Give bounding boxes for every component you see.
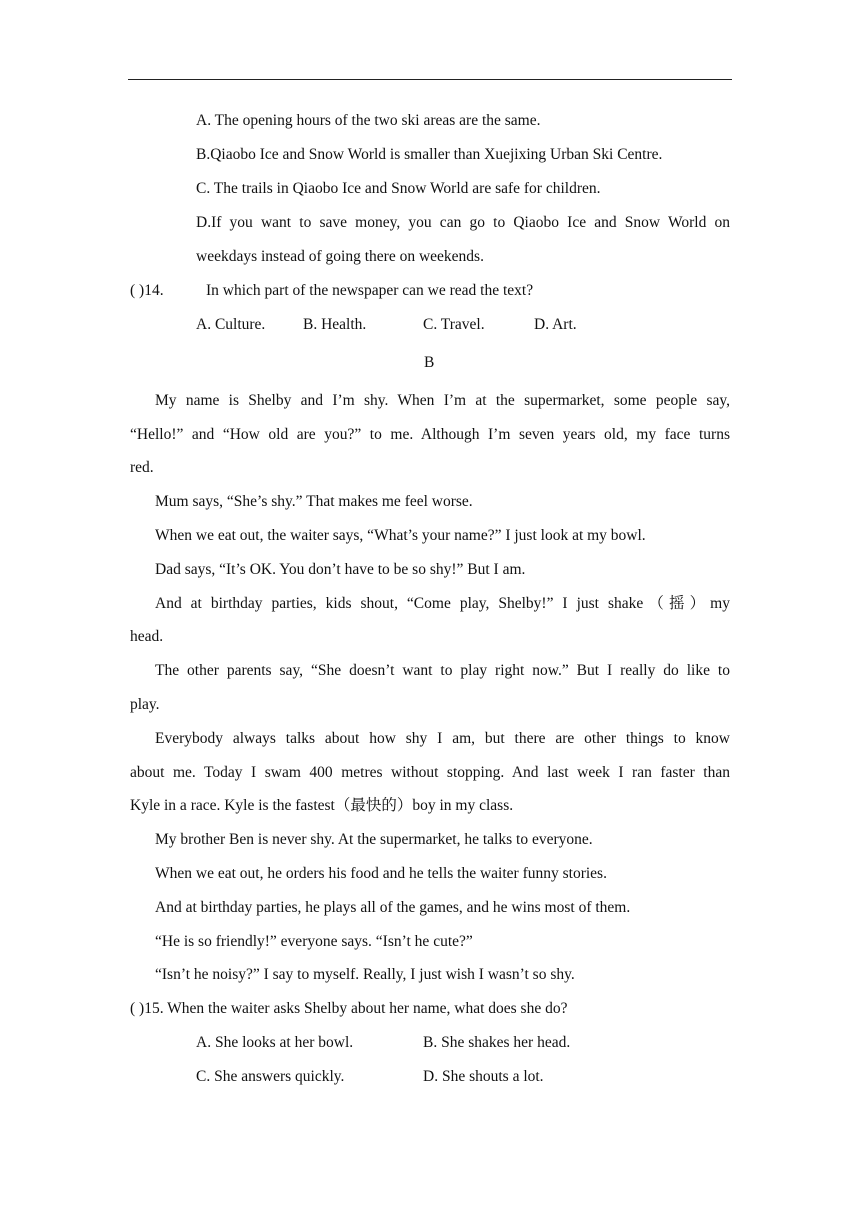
q15-stem: ( )15. When the waiter asks Shelby about her name, what does she do? [130,1000,568,1017]
passage-p1-line2: “Hello!” and “How old are you?” to me. Although I’m seven years old, my face turns [130,426,730,443]
passage-p11: “He is so friendly!” everyone says. “Isn’t he cute?” [155,933,473,950]
passage-p1-line1: My name is Shelby and I’m shy. When I’m at the supermarket, some people say, [155,392,730,409]
passage-p1-line3: red. [130,459,154,476]
q13-option-d-line1: D.If you want to save money, you can go to Qiaobo Ice and Snow World on [196,214,730,231]
q13-option-d-line2: weekdays instead of going there on weekends. [196,248,484,265]
passage-p5-line1: And at birthday parties, kids shout, “Come play, Shelby!” I just shake（摇）my [155,595,730,612]
q14-option-c: C. Travel. [423,316,485,333]
passage-p6-line2: play. [130,696,160,713]
passage-p12: “Isn’t he noisy?” I say to myself. Really, I just wish I wasn’t so shy. [155,966,575,983]
q15-option-b: B. She shakes her head. [423,1034,571,1051]
q14-option-a: A. Culture. [196,316,266,333]
q14-option-b: B. Health. [303,316,367,333]
passage-p2: Mum says, “She’s shy.” That makes me feel worse. [155,493,473,510]
passage-p6-line1: The other parents say, “She doesn’t want to play right now.” But I really do like to [155,662,730,679]
q13-option-c: C. The trails in Qiaobo Ice and Snow World are safe for children. [196,180,601,197]
passage-p10: And at birthday parties, he plays all of the games, and he wins most of them. [155,899,631,916]
passage-p7-line3: Kyle in a race. Kyle is the fastest（最快的）boy in my class. [130,797,514,814]
passage-p8: My brother Ben is never shy. At the supermarket, he talks to everyone. [155,831,593,848]
passage-p7-line1: Everybody always talks about how shy I am, but there are other things to know [155,730,730,747]
q13-option-b: B.Qiaobo Ice and Snow World is smaller than Xuejixing Urban Ski Centre. [196,146,663,163]
q14-option-d: D. Art. [534,316,577,333]
q13-option-a: A. The opening hours of the two ski areas are the same. [196,112,541,129]
q14-bracket: ( )14. [130,282,164,299]
q15-option-d: D. She shouts a lot. [423,1068,544,1085]
q14-question: In which part of the newspaper can we read the text? [206,282,534,299]
passage-p9: When we eat out, he orders his food and he tells the waiter funny stories. [155,865,607,882]
header-rule [128,79,732,80]
passage-p7-line2: about me. Today I swam 400 metres without stopping. And last week I ran faster than [130,764,730,781]
q15-option-a: A. She looks at her bowl. [196,1034,354,1051]
passage-p3: When we eat out, the waiter says, “What’s your name?” I just look at my bowl. [155,527,646,544]
q15-option-c: C. She answers quickly. [196,1068,345,1085]
section-heading: B [424,354,435,371]
passage-p5-line2: head. [130,628,164,645]
passage-p4: Dad says, “It’s OK. You don’t have to be so shy!” But I am. [155,561,526,578]
